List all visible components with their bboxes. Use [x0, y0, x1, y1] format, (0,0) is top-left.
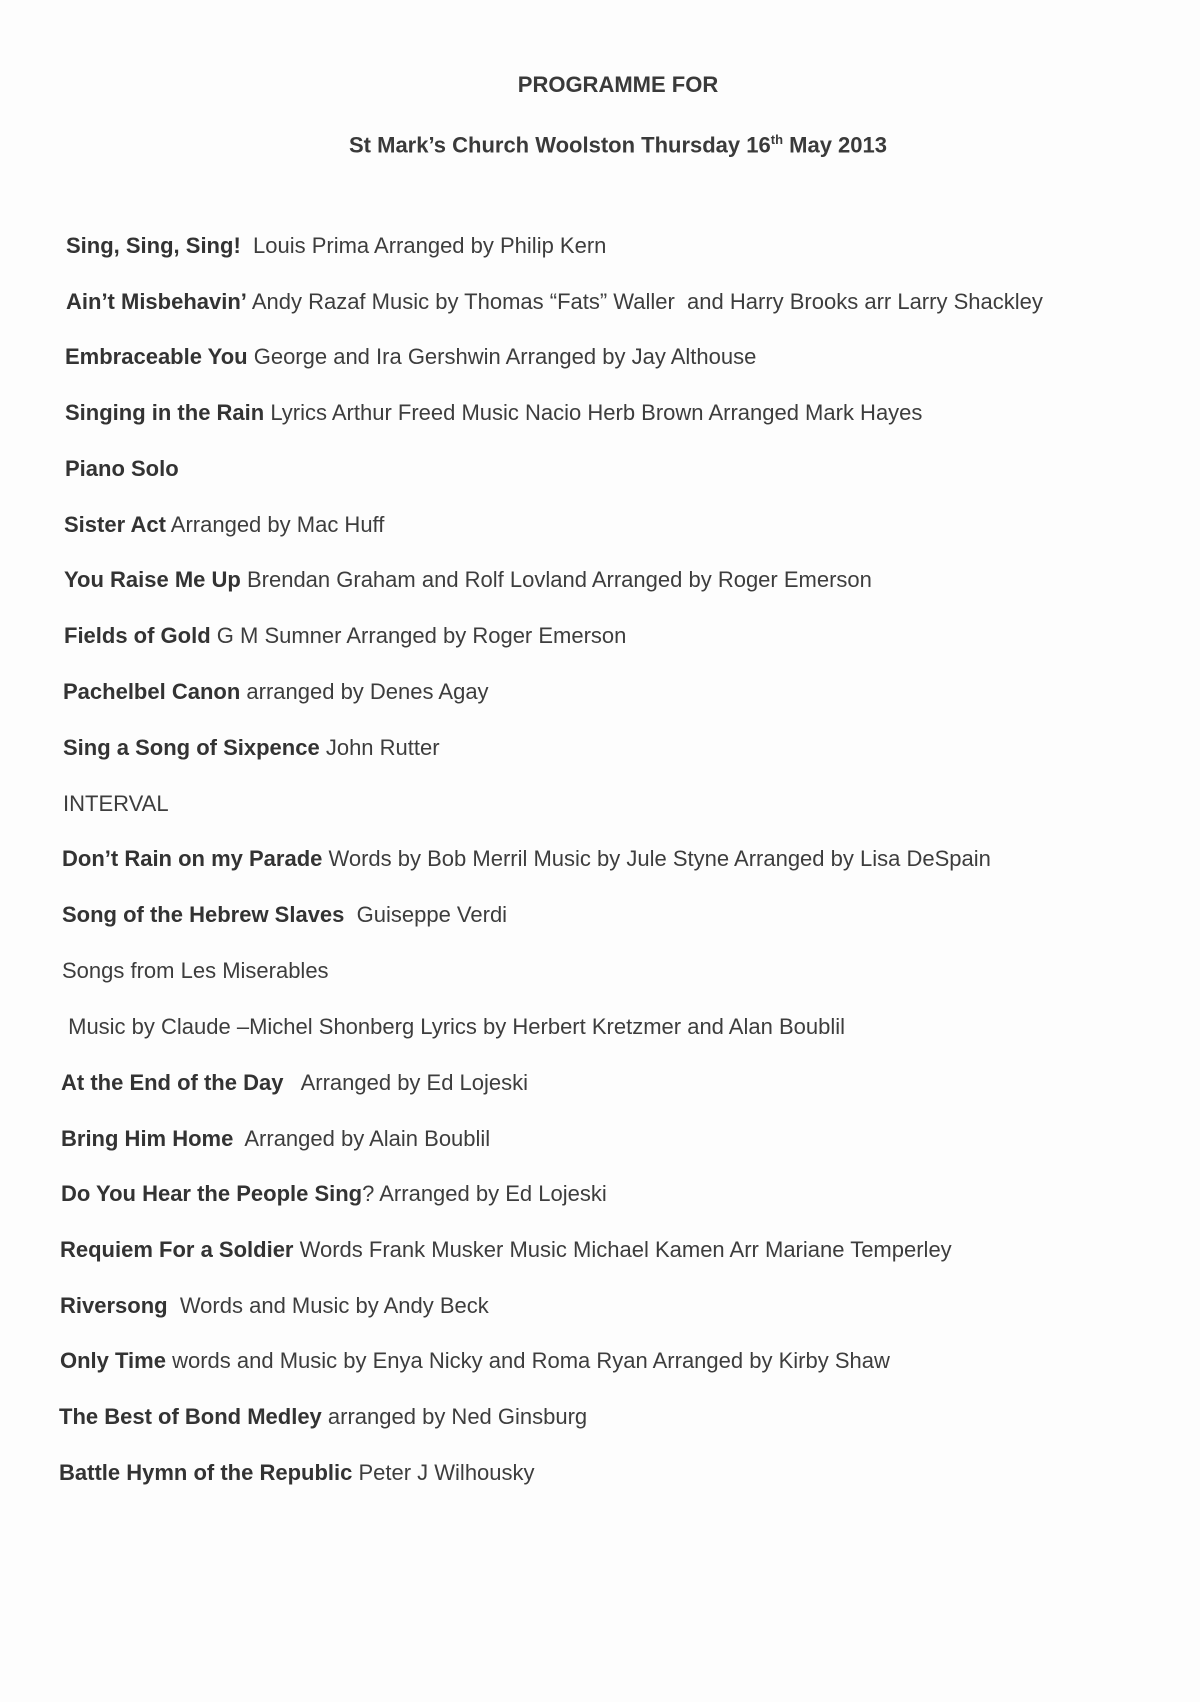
piece-title: You Raise Me Up: [64, 567, 241, 592]
programme-item: [59, 1404, 587, 1430]
programme-item: [66, 233, 606, 259]
piece-details: John Rutter: [319, 735, 440, 760]
piece-details: Arranged by Ed Lojeski: [283, 1070, 529, 1095]
piece-details: Songs from Les Miserables: [62, 958, 329, 983]
piece-title: Piano Solo: [65, 456, 179, 481]
programme-heading: [18, 72, 1200, 98]
piece-details: Brendan Graham and Rolf Lovland Arranged by Roger Emerson: [240, 567, 872, 592]
piece-title: Pachelbel Canon: [63, 679, 241, 704]
piece-title: Sister Act: [64, 512, 166, 537]
programme-item: [65, 344, 756, 370]
event-date-suffix: th: [770, 132, 784, 147]
piece-title: Ain’t Misbehavin’: [66, 289, 247, 314]
piece-title: Fields of Gold: [64, 623, 211, 648]
piece-title: Battle Hymn of the Republic: [59, 1460, 353, 1485]
programme-item: [63, 735, 440, 761]
programme-item: [64, 512, 384, 538]
piece-details: ? Arranged by Ed Lojeski: [362, 1181, 607, 1206]
piece-details: Words and Music by Andy Beck: [167, 1293, 489, 1318]
programme-item: [60, 1237, 952, 1263]
piece-details: Arranged by Alain Boublil: [233, 1126, 491, 1151]
programme-item: [60, 1348, 890, 1374]
programme-item: [64, 567, 872, 593]
programme-item: [64, 623, 626, 649]
piece-details: Andy Razaf Music by Thomas “Fats” Waller and Harry Brooks arr Larry Shackley: [246, 289, 1043, 314]
piece-title: Sing a Song of Sixpence: [63, 735, 320, 760]
programme-item: [62, 902, 507, 928]
piece-details: Music by Claude –Michel Shonberg Lyrics by Herbert Kretzmer and Alan Boublil: [62, 1014, 845, 1039]
piece-title: The Best of Bond Medley: [59, 1404, 322, 1429]
programme-item: [62, 958, 329, 984]
event-subheading-suffix: May 2013: [783, 132, 887, 158]
interval-label: [63, 791, 169, 817]
piece-details: G M Sumner Arranged by Roger Emerson: [210, 623, 627, 648]
programme-item: [66, 289, 1043, 315]
piece-title: Only Time: [60, 1348, 166, 1373]
piece-details: George and Ira Gershwin Arranged by Jay Althouse: [247, 344, 757, 369]
programme-item: [65, 456, 179, 482]
piece-title: Riversong: [60, 1293, 168, 1318]
piece-title: At the End of the Day: [61, 1070, 284, 1095]
piece-details: words and Music by Enya Nicky and Roma Ryan Arranged by Kirby Shaw: [165, 1348, 890, 1373]
piece-title: Don’t Rain on my Parade: [62, 846, 323, 871]
piece-details: Arranged by Mac Huff: [165, 512, 385, 537]
programme-item: [60, 1293, 489, 1319]
piece-details: Lyrics Arthur Freed Music Nacio Herb Brown Arranged Mark Hayes: [264, 400, 923, 425]
programme-item: [61, 1181, 607, 1207]
piece-details: INTERVAL: [63, 791, 169, 816]
programme-item: [62, 1014, 845, 1040]
piece-details: Guiseppe Verdi: [344, 902, 508, 927]
programme-item: [61, 1126, 490, 1152]
programme-item: [65, 400, 922, 426]
piece-details: Louis Prima Arranged by Philip Kern: [240, 233, 607, 258]
piece-details: Peter J Wilhousky: [352, 1460, 535, 1485]
piece-details: Words Frank Musker Music Michael Kamen Arr Mariane Temperley: [293, 1237, 952, 1262]
event-subheading-prefix: St Mark’s Church Woolston Thursday 16: [349, 132, 771, 158]
piece-title: Embraceable You: [65, 344, 248, 369]
event-subheading: [18, 132, 1200, 158]
programme-item: [62, 846, 991, 872]
piece-details: arranged by Denes Agay: [240, 679, 489, 704]
piece-title: Bring Him Home: [61, 1126, 234, 1151]
programme-item: [61, 1070, 528, 1096]
piece-details: Words by Bob Merril Music by Jule Styne Arranged by Lisa DeSpain: [322, 846, 991, 871]
piece-title: Do You Hear the People Sing: [61, 1181, 363, 1206]
piece-title: Requiem For a Soldier: [60, 1237, 294, 1262]
piece-title: Sing, Sing, Sing!: [66, 233, 241, 258]
programme-item: [59, 1460, 535, 1486]
programme-heading-text: PROGRAMME FOR: [517, 72, 719, 97]
piece-details: arranged by Ned Ginsburg: [321, 1404, 588, 1429]
piece-title: Singing in the Rain: [65, 400, 265, 425]
piece-title: Song of the Hebrew Slaves: [62, 902, 345, 927]
programme-item: [63, 679, 489, 705]
